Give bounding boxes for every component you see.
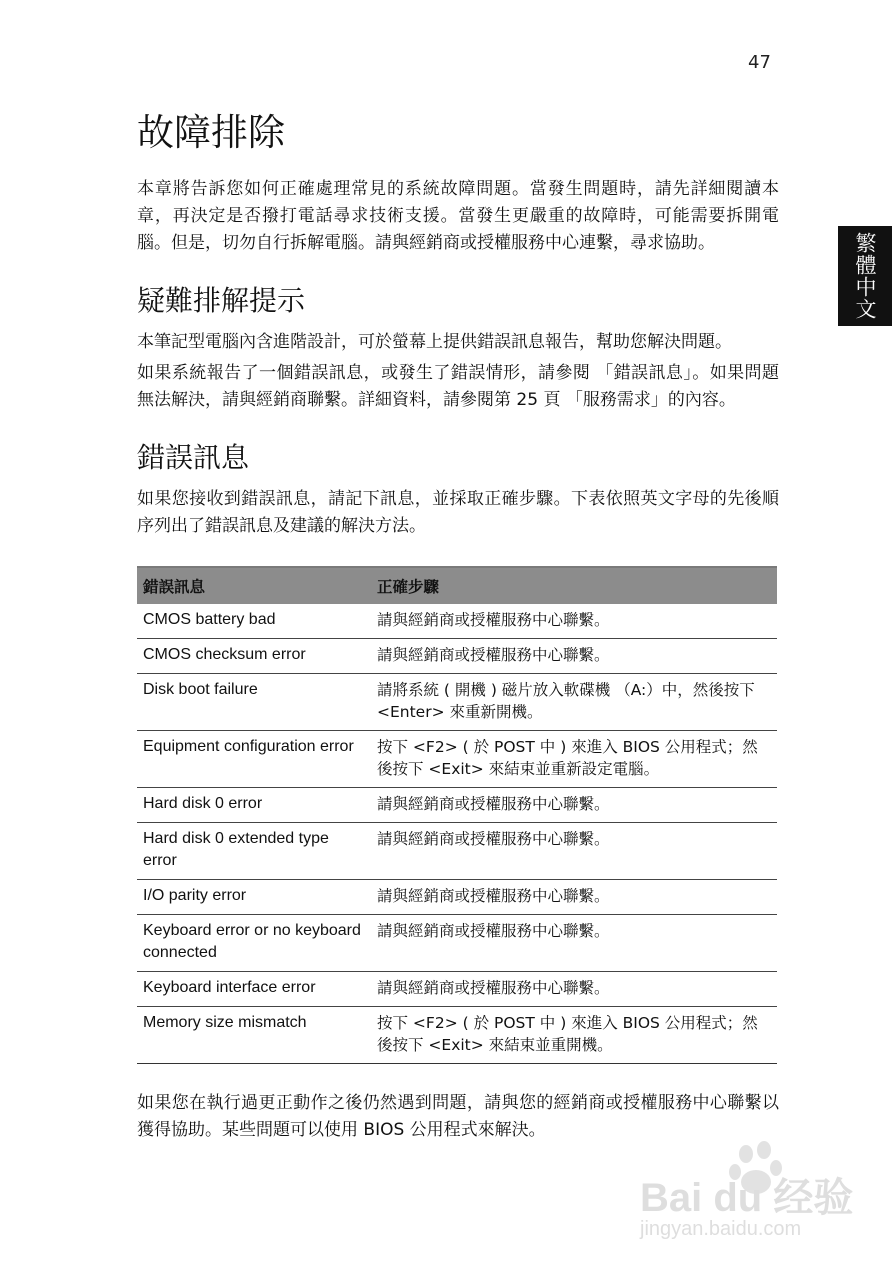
action-cell: 請與經銷商或授權服務中心聯繫。 bbox=[371, 915, 777, 972]
action-cell: 請與經銷商或授權服務中心聯繫。 bbox=[371, 788, 777, 823]
watermark-brand: Bai du 经验 bbox=[640, 1176, 854, 1220]
table-row bbox=[137, 880, 777, 915]
table-row bbox=[137, 674, 777, 731]
troubleshooting-tips-heading: 疑難排解提示 bbox=[137, 284, 306, 317]
action-cell: 請與經銷商或授權服務中心聯繫。 bbox=[371, 823, 777, 880]
error-message-cell: Keyboard interface error bbox=[137, 972, 371, 1007]
error-message-cell: Hard disk 0 error bbox=[137, 788, 371, 823]
table-row bbox=[137, 1007, 777, 1064]
table-row bbox=[137, 639, 777, 674]
action-cell: 請與經銷商或授權服務中心聯繫。 bbox=[371, 604, 777, 639]
table-row bbox=[137, 972, 777, 1007]
error-message-cell: Hard disk 0 extended type error bbox=[137, 823, 371, 880]
header-error-message: 錯誤訊息 bbox=[137, 567, 371, 604]
table-header-row bbox=[137, 567, 777, 604]
table-row bbox=[137, 823, 777, 880]
tips-paragraph-2: 如果系統報告了一個錯誤訊息，或發生了錯誤情形，請參閱 「錯誤訊息」。如果問題無法解決，請與經銷商聯繫。詳細資料，請參閱第 25 頁 「服務需求」的內容。 bbox=[137, 363, 779, 410]
table-row bbox=[137, 915, 777, 972]
error-message-cell: Memory size mismatch bbox=[137, 1007, 371, 1064]
action-cell: 按下 <F2> ( 於 POST 中 ) 來進入 BIOS 公用程式；然後按下 <Exit> 來結束並重新設定電腦。 bbox=[371, 731, 777, 788]
table-row bbox=[137, 788, 777, 823]
action-cell: 請與經銷商或授權服務中心聯繫。 bbox=[371, 972, 777, 1007]
error-messages-table bbox=[137, 566, 777, 1064]
action-cell: 請將系統 ( 開機 ) 磁片放入軟碟機 （A:）中，然後按下 <Enter> 來重新開機。 bbox=[371, 674, 777, 731]
error-message-cell: Disk boot failure bbox=[137, 674, 371, 731]
closing-paragraph: 如果您在執行過更正動作之後仍然遇到問題，請與您的經銷商或授權服務中心聯繫以獲得協助。某些問題可以使用 BIOS 公用程式來解決。 bbox=[137, 1093, 779, 1140]
page-number: 47 bbox=[748, 52, 771, 73]
tips-paragraph-1: 本筆記型電腦內含進階設計，可於螢幕上提供錯誤訊息報告，幫助您解決問題。 bbox=[137, 332, 732, 352]
error-message-cell: CMOS checksum error bbox=[137, 639, 371, 674]
error-message-cell: CMOS battery bad bbox=[137, 604, 371, 639]
intro-paragraph: 本章將告訴您如何正確處理常見的系統故障問題。當發生問題時，請先詳細閱讀本章，再決定是否撥打電話尋求技術支援。當發生更嚴重的故障時，可能需要拆開電腦。但是，切勿自行拆解電腦。請與經銷商或授權服務中心連繫，尋求協助。 bbox=[137, 179, 779, 253]
error-message-cell: Equipment configuration error bbox=[137, 731, 371, 788]
error-message-cell: Keyboard error or no keyboard connected bbox=[137, 915, 371, 972]
error-messages-paragraph: 如果您接收到錯誤訊息，請記下訊息，並採取正確步驟。下表依照英文字母的先後順序列出了錯誤訊息及建議的解決方法。 bbox=[137, 489, 779, 536]
error-message-cell: I/O parity error bbox=[137, 880, 371, 915]
watermark-url: jingyan.baidu.com bbox=[640, 1218, 802, 1240]
action-cell: 請與經銷商或授權服務中心聯繫。 bbox=[371, 639, 777, 674]
action-cell: 請與經銷商或授權服務中心聯繫。 bbox=[371, 880, 777, 915]
error-messages-heading: 錯誤訊息 bbox=[137, 441, 250, 474]
table-row bbox=[137, 604, 777, 639]
table-row bbox=[137, 731, 777, 788]
action-cell: 按下 <F2> ( 於 POST 中 ) 來進入 BIOS 公用程式；然後按下 <Exit> 來結束並重開機。 bbox=[371, 1007, 777, 1064]
baidu-watermark bbox=[640, 1140, 880, 1250]
header-corrective-action: 正確步驟 bbox=[371, 567, 777, 604]
page-title: 故障排除 bbox=[137, 111, 285, 154]
language-side-tab: 繁體中文 bbox=[838, 226, 892, 326]
page-content bbox=[137, 106, 779, 1150]
